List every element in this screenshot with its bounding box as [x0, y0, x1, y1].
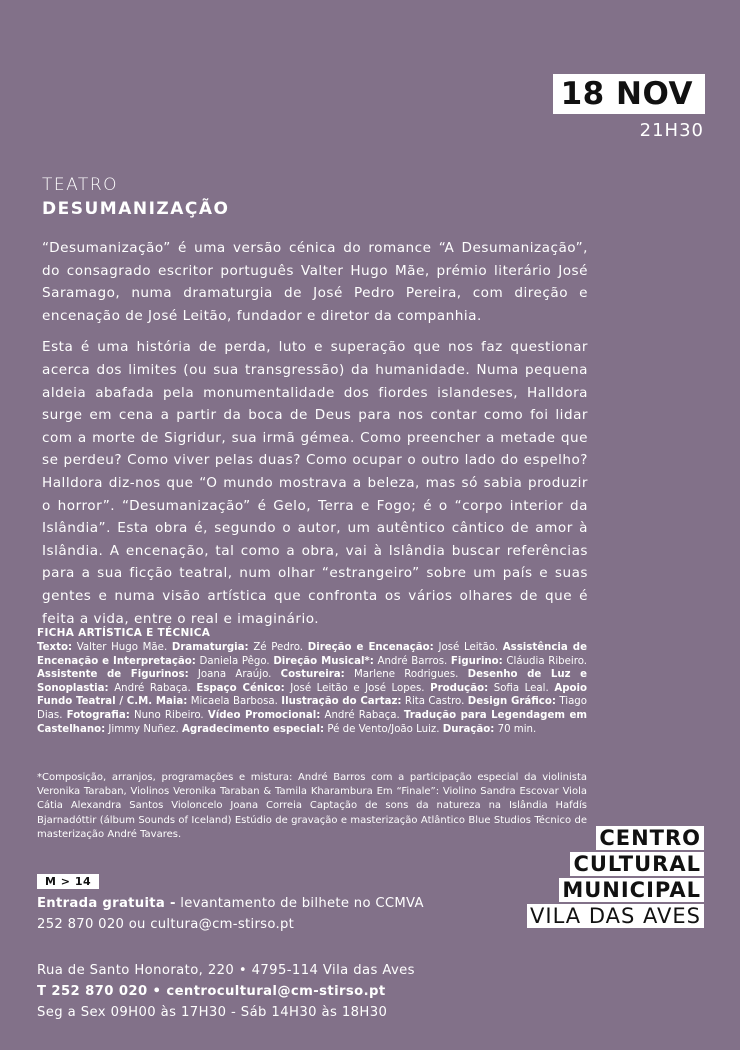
credit-name: Nuno Ribeiro. — [129, 709, 208, 721]
credits-list — [37, 641, 587, 736]
event-time: 21H30 — [639, 120, 704, 141]
credit-role: Assistência de Encenação e Interpretação: — [37, 642, 588, 667]
credit-role: Assistente de Figurinos: — [37, 669, 189, 681]
entry-free-label: Entrada gratuita - — [37, 896, 176, 911]
credit-name: José Leitão. — [433, 642, 503, 653]
credit-name: José Leitão e José Lopes. — [284, 682, 431, 694]
credit-role: Fotografia: — [66, 709, 130, 721]
credit-role: Agradecimento especial: — [181, 723, 325, 735]
credit-name: 70 min. — [494, 723, 537, 735]
credit-name: Joana Araújo. — [188, 669, 281, 681]
credit-name: Daniela Pêgo. — [195, 655, 274, 667]
credit-role: Duração: — [442, 723, 495, 735]
credit-name: André Rabaça. — [108, 682, 197, 694]
credit-role: Dramaturgia: — [171, 642, 249, 653]
entry-contact: 252 870 020 ou cultura@cm-stirso.pt — [37, 917, 295, 932]
credit-role: Produção: — [430, 682, 489, 694]
credit-name: Micaela Barbosa. — [187, 696, 282, 708]
venue-logo — [527, 826, 704, 928]
credit-name: Marlene Rodrigues. — [344, 669, 468, 681]
credit-name: Rita Castro. — [401, 696, 468, 708]
logo-line: VILA DAS AVES — [527, 904, 704, 928]
credit-role: Desenho de Luz e Sonoplastia: — [37, 669, 588, 694]
age-rating-badge: M > 14 — [37, 874, 99, 889]
entry-info — [37, 893, 457, 935]
credit-name: Valter Hugo Mãe. — [72, 642, 172, 653]
footer-hours: Seg a Sex 09H00 às 17H30 - Sáb 14H30 às 18H30 — [37, 1005, 388, 1020]
credit-name: André Barros. — [373, 655, 451, 667]
credit-role: Direção Musical*: — [273, 655, 374, 667]
credit-role: Espaço Cénico: — [196, 682, 285, 694]
credit-role: Texto: — [37, 642, 73, 653]
event-date: 18 NOV — [553, 74, 705, 114]
music-notes: *Composição, arranjos, programações e mistura: André Barros com a participação especial da violinista Veronika Taraban, Violinos Veronika Taraban & Tamila Kharambura Em “Finale”: Violino Sandra Escovar Viola Cátia Alexandra Santos Violoncelo Joana Correia Captação de sons da natureza na Islândia Hafdís Bjarnadóttir (álbum Sounds of Iceland) Estúdio de gravação e masterização Atlântico Blue Studios Técnico de masterização André Tavares. — [37, 772, 587, 840]
credit-role: Figurino: — [450, 655, 503, 667]
credit-role: Vídeo Promocional: — [207, 709, 321, 721]
footer-phone-email: T 252 870 020 • centrocultural@cm-stirso.pt — [37, 984, 386, 999]
credit-name: Jimmy Nuñez. — [105, 723, 182, 735]
event-title: DESUMANIZAÇÃO — [42, 199, 230, 219]
credit-name: Tiago Dias. — [37, 696, 588, 721]
credit-name: Zé Pedro. — [248, 642, 308, 653]
logo-line: MUNICIPAL — [559, 878, 704, 902]
logo-line: CULTURAL — [570, 852, 704, 876]
credit-role: Ilustração do Cartaz: — [281, 696, 402, 708]
credit-role: Direção e Encenação: — [307, 642, 434, 653]
credit-name: Cláudia Ribeiro. — [502, 655, 587, 667]
entry-ticket-text: levantamento de bilhete no CCMVA — [175, 896, 424, 911]
credit-name: André Rabaça. — [320, 709, 404, 721]
credit-role: Costureira: — [280, 669, 345, 681]
credit-role: Tradução para Legendagem em Castelhano: — [37, 709, 588, 735]
logo-line: CENTRO — [596, 826, 704, 850]
credit-name: Sofia Leal. — [488, 682, 555, 694]
credit-role: Apoio Fundo Teatral / C.M. Maia: — [37, 682, 587, 708]
event-genre: TEATRO — [42, 175, 119, 195]
footer-address: Rua de Santo Honorato, 220 • 4795-114 Vila das Aves — [37, 963, 415, 978]
credit-role: Design Gráfico: — [467, 696, 556, 708]
credit-name: Pé de Vento/João Luiz. — [324, 723, 443, 735]
description-paragraph: “Desumanização” é uma versão cénica do romance “A Desumanização”, do consagrado escritor português Valter Hugo Mãe, prémio literário José Saramago, numa dramaturgia de José Pedro Pereira, com direção e encenação de José Leitão, fundador e diretor da companhia. — [42, 240, 588, 324]
credits-heading: FICHA ARTÍSTICA E TÉCNICA — [37, 627, 211, 639]
description-paragraph: Esta é uma história de perda, luto e superação que nos faz questionar acerca dos limites (ou sua transgressão) da humanidade. Numa pequena aldeia abafada pela monumentalidade dos fiordes islandeses, Halldora surge em cena a partir da boca de Deus para nos contar como foi lidar com a morte de Sigridur, sua irmã gémea. Como preencher a metade que se perdeu? Como viver pelas duas? Como ocupar o outro lado do espelho? Halldora diz-nos que “O mundo mostrava a beleza, mas só sabia produzir o horror”. “Desumanização” é Gelo, Terra e Fogo; é o “corpo interior da Islândia”. Esta obra é, segundo o autor, um autêntico cântico de amor à Islândia. A encenação, tal como a obra, vai à Islândia buscar referências para a sua ficção teatral, num olhar “estrangeiro” sobre um país e suas gentes e numa visão artística que confronta os vários olhares de que é feita a vida, entre o real e imaginário. — [42, 339, 588, 627]
footer-contact — [37, 960, 497, 1023]
description — [42, 237, 588, 639]
